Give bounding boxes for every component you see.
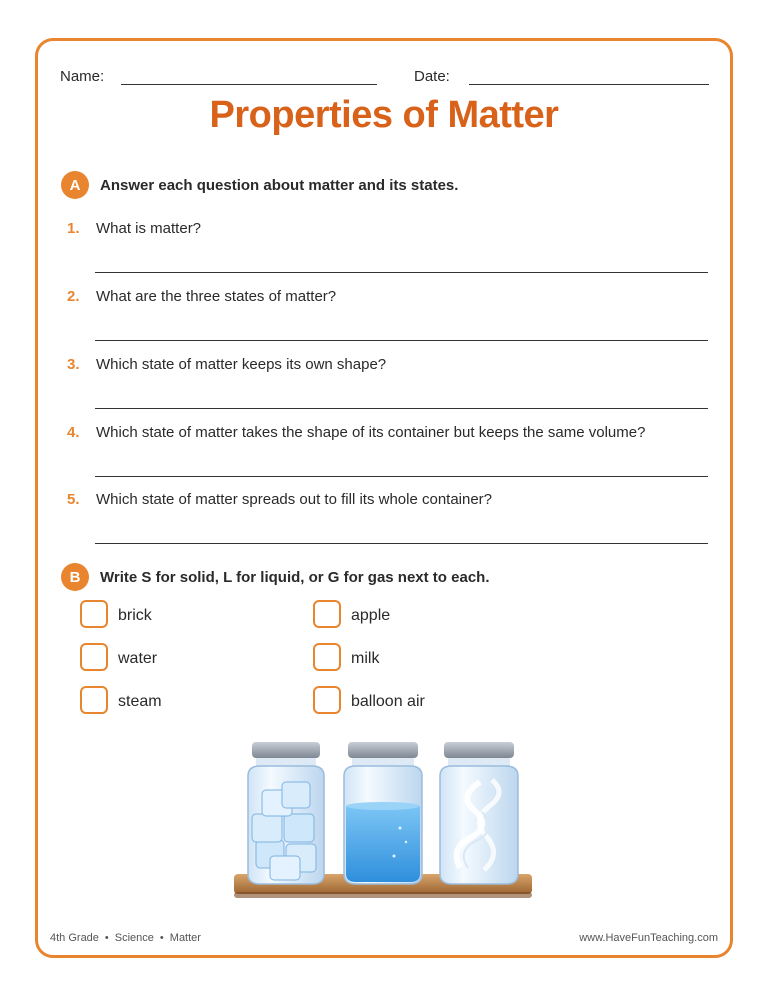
bullet-separator: •	[159, 932, 164, 944]
footer-website-link[interactable]: www.HaveFunTeaching.com	[579, 932, 718, 944]
item-label: apple	[351, 607, 391, 624]
checkbox-steam[interactable]	[80, 686, 108, 714]
answer-line-4[interactable]	[95, 476, 708, 477]
item-label: balloon air	[351, 693, 425, 710]
question-number: 5.	[67, 491, 80, 508]
question-number: 2.	[67, 288, 80, 305]
question-number: 3.	[67, 356, 80, 373]
bullet-separator: •	[104, 932, 109, 944]
answer-line-5[interactable]	[95, 543, 708, 544]
name-label: Name:	[60, 68, 105, 85]
checkbox-milk[interactable]	[313, 643, 341, 671]
date-label: Date:	[414, 68, 450, 85]
date-field[interactable]	[469, 84, 709, 85]
footer-topic: Matter	[169, 932, 201, 944]
name-field[interactable]	[121, 84, 377, 85]
question-text: Which state of matter takes the shape of its container but keeps the same volume?	[96, 424, 646, 441]
answer-line-3[interactable]	[95, 408, 708, 409]
section-b-badge: B	[61, 563, 89, 591]
item-label: milk	[351, 650, 380, 667]
checkbox-apple[interactable]	[313, 600, 341, 628]
answer-line-1[interactable]	[95, 272, 708, 273]
jar-water-icon	[344, 742, 422, 884]
states-of-matter-illustration	[230, 738, 536, 908]
worksheet-title: Properties of Matter	[209, 94, 559, 136]
question-text: Which state of matter keeps its own shape?	[96, 356, 387, 373]
checkbox-water[interactable]	[80, 643, 108, 671]
footer-subject: Science	[114, 932, 154, 944]
jar-gas-icon	[440, 742, 518, 884]
item-label: steam	[118, 693, 162, 710]
question-text: What are the three states of matter?	[96, 288, 337, 305]
question-text: What is matter?	[96, 220, 202, 237]
item-label: water	[118, 650, 158, 667]
checkbox-balloon-air[interactable]	[313, 686, 341, 714]
item-label: brick	[118, 607, 152, 624]
jar-ice-icon	[248, 742, 324, 884]
section-a-badge: A	[61, 171, 89, 199]
section-b-instruction: Write S for solid, L for liquid, or G for gas next to each.	[100, 569, 490, 586]
checkbox-brick[interactable]	[80, 600, 108, 628]
question-number: 1.	[67, 220, 80, 237]
footer-grade: 4th Grade	[50, 932, 99, 944]
footer-meta	[50, 932, 201, 944]
question-number: 4.	[67, 424, 80, 441]
section-a-instruction: Answer each question about matter and its states.	[100, 177, 459, 194]
question-text: Which state of matter spreads out to fill its whole container?	[96, 491, 493, 508]
answer-line-2[interactable]	[95, 340, 708, 341]
